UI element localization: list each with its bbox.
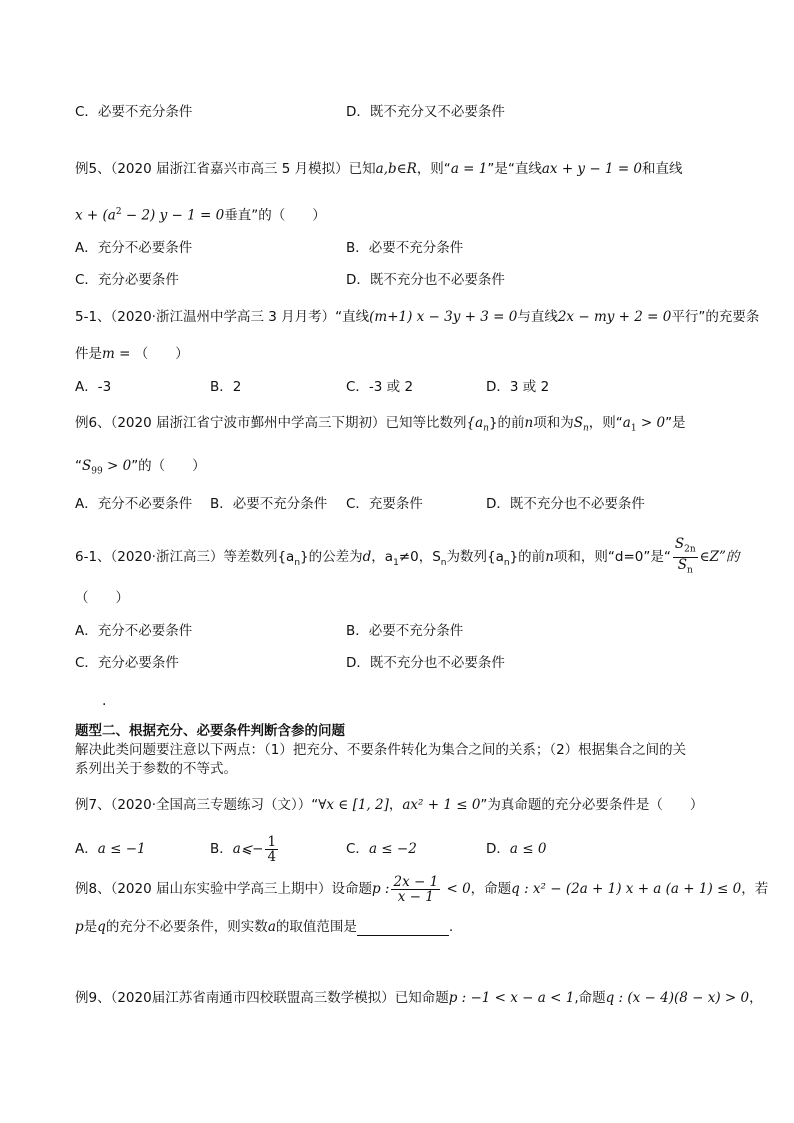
ex7-option-c: C．a ≤ −2: [346, 841, 417, 857]
ex5-1-option-a: A．-3: [75, 379, 112, 395]
ex8-stem-2: p是q的充分不必要条件，则实数a的取值范围是 .: [75, 919, 454, 935]
ex7-option-d: D．a ≤ 0: [486, 841, 547, 857]
ex5-1-stem: 5-1、（2020·浙江温州中学高三 3 月月考）“直线(m+1) x − 3y + 3 = 0与直线2x − my + 2 = 0平行”的充要条: [75, 309, 760, 325]
ex6-1-option-b: B．必要不充分条件: [346, 623, 464, 639]
ex6-option-c: C．充要条件: [346, 496, 423, 512]
ex7-stem: 例7、（2020·全国高三专题练习（文））“∀x ∈ [1, 2]，ax² + 1 ≤ 0”为真命题的充分必要条件是（ ）: [75, 797, 704, 813]
ex8-fraction: $\frac{2x - 1}{x - 1}$: [393, 873, 439, 905]
ex6-1-option-a: A．充分不必要条件: [75, 623, 193, 639]
ex6-1-option-d: D．既不充分也不必要条件: [346, 655, 505, 671]
ex6-stem-2: “$S_{99} > 0$”的（ ）: [75, 458, 206, 477]
ex6-1-option-c: C．充分必要条件: [75, 655, 179, 671]
ex6-stem: 例6、（2020 届浙江省宁波市鄞州中学高三下期初）已知等比数列$\{a_n\}$的前n项和为$S_n$，则“$a_1 > 0$”是: [75, 415, 686, 434]
answer-blank[interactable]: [357, 921, 449, 936]
option-c: C．必要不充分条件: [75, 104, 193, 120]
ex6-option-a: A．充分不必要条件: [75, 496, 193, 512]
ex5-1-option-c: C．-3 或 2: [346, 379, 414, 395]
ex6-option-d: D．既不充分也不必要条件: [486, 496, 645, 512]
section-desc-2: 系列出关于参数的不等式。: [75, 761, 237, 777]
ex5-option-c: C．充分必要条件: [75, 272, 179, 288]
ex5-option-b: B．必要不充分条件: [346, 240, 464, 256]
ex7-option-a: A．a ≤ −1: [75, 841, 146, 857]
ex5-1-stem-2: 件是m = （ ）: [75, 346, 189, 362]
option-d: D．既不充分又不必要条件: [346, 104, 505, 120]
ex5-stem-2: $x + (a^2 - 2) y - 1 = 0$垂直”的（ ）: [75, 207, 326, 224]
ex6-1-paren: （ ）: [75, 590, 129, 606]
ex7-option-b: B．a⩽− $\frac{1}{4}$: [210, 833, 277, 865]
ex5-1-option-b: B．2: [210, 379, 242, 395]
section-desc-1: 解决此类问题要注意以下两点：（1）把充分、不要条件转化为集合之间的关系；（2）根据集合之间的关: [75, 742, 687, 758]
stray-dot: .: [102, 693, 107, 709]
ex6-1-fraction: $\frac{S_{2n}}{S_n}$: [674, 536, 696, 576]
ex8-stem: 例8、（2020 届山东实验中学高三上期中）设命题p : $\frac{2x - 1}{x - 1}$ < 0，命题q : x² − (2a + 1) x + a (a + 1) ≤ 0，若: [75, 873, 769, 905]
ex5-stem: 例5、（2020 届浙江省嘉兴市高三 5 月模拟）已知a,b∈R，则“a = 1”是“直线ax + y − 1 = 0和直线: [75, 161, 683, 177]
ex5-option-a: A．充分不必要条件: [75, 240, 193, 256]
section-title: 题型二、根据充分、必要条件判断含参的问题: [75, 723, 345, 739]
ex5-1-option-d: D．3 或 2: [486, 379, 550, 395]
ex9-stem: 例9、（2020届江苏省南通市四校联盟高三数学模拟）已知命题p : −1 < x − a < 1,命题q : (x − 4)(8 − x) > 0，: [75, 990, 763, 1006]
ex6-1-stem: 6-1、（2020·浙江高三）等差数列$\{a_n\}$的公差为d，$a_1\ne 0$，$S_n$为数列$\{a_n\}$的前n项和，则“d=0”是“ $\frac{S_{2n}}{S_n}$ ∈Z”的: [75, 536, 740, 576]
ex5-option-d: D．既不充分也不必要条件: [346, 272, 505, 288]
ex6-option-b: B．必要不充分条件: [210, 496, 328, 512]
